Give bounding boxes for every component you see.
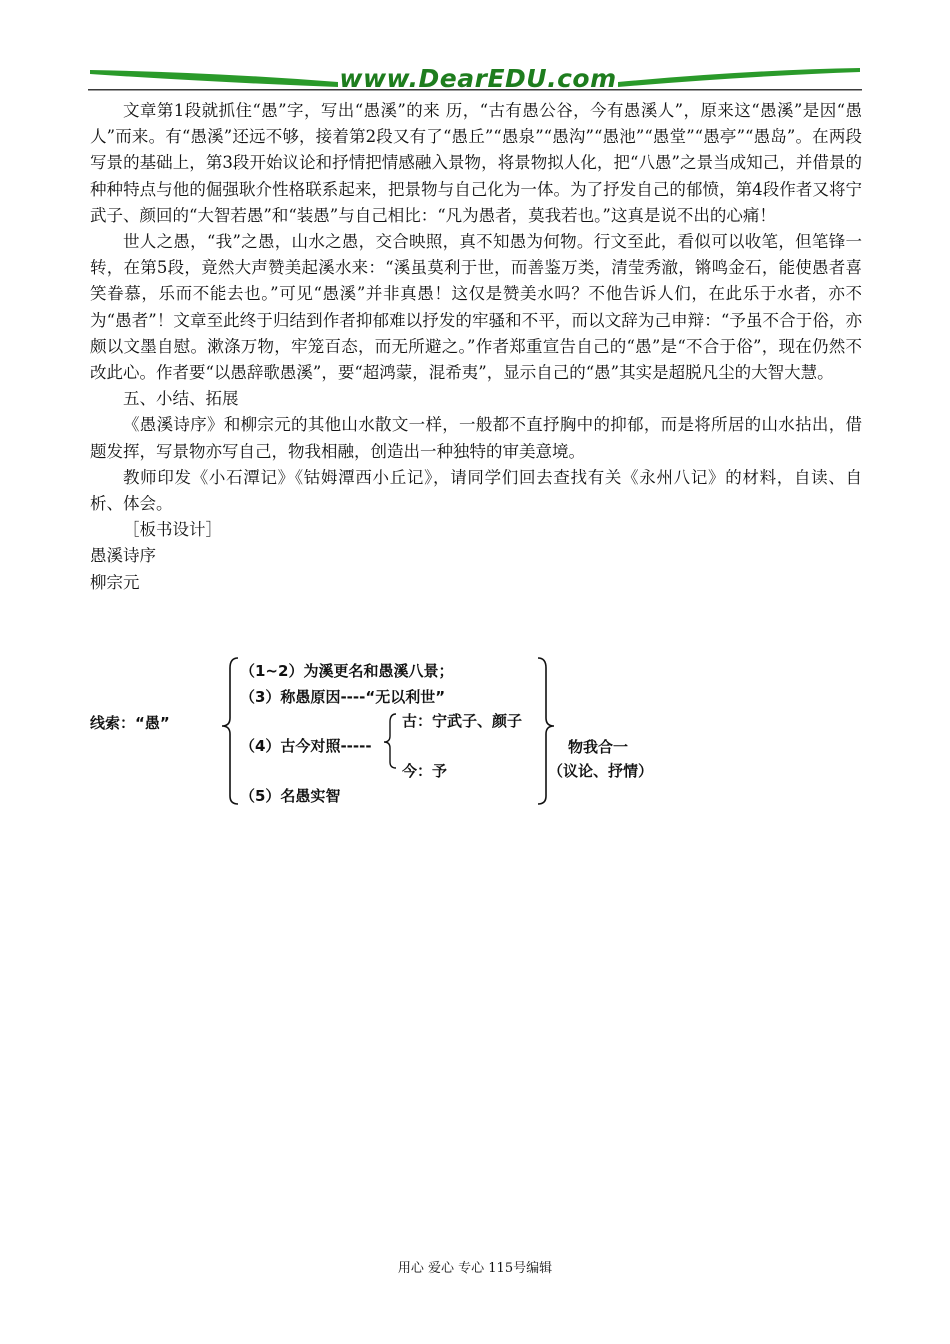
board-diagram (90, 652, 690, 812)
paragraph-1: 文章第1段就抓住“愚”字，写出“愚溪”的来 历，“古有愚公谷，今有愚溪人”，原来这“愚溪”是因“愚人”而来。有“愚溪”还远不够，接着第2段又有了“愚丘”“愚泉”“愚沟”“愚池”“愚堂”“愚亭”“愚岛”。在两段写景的基础上，第3段开始议论和抒情把情感融入景物，将景物拟人化，把“八愚”之景当成知己，并借景的种种特点与他的倔强耿介性格联系起来，把景物与自己化为一体。为了抒发自己的郁愤，第4段作者又将宁武子、颜回的“大智若愚”和“装愚”与自己相比：“凡为愚者，莫我若也。”这真是说不出的心痛！ (90, 101, 862, 225)
diagram-conclusion-note: （议论、抒情） (548, 762, 654, 780)
diagram-modern: 今：予 (402, 762, 448, 780)
section-heading: 五、小结、拓展 (123, 389, 239, 409)
diagram-item-1: （1~2）为溪更名和愚溪八景； (240, 662, 454, 680)
page-footer: 用心 爱心 专心 115号编辑 (397, 1261, 553, 1276)
paragraph-2: 世人之愚，“我”之愚，山水之愚，交合映照，真不知愚为何物。行文至此，看似可以收笔，但笔锋一转，在第5段，竟然大声赞美起溪水来：“溪虽莫利于世，而善鉴万类，清莹秀澈，锵鸣金石，能使愚者喜笑眷慕，乐而不能去也。”可见“愚溪”并非真愚！这仅是赞美水吗？不他告诉人们，在此乐于水者，亦不为“愚者”！文章至此终于归结到作者抑郁难以抒发的牢骚和不平，而以文辞为己申辩：“予虽不合于俗，亦颇以文墨自慰。漱涤万物，牢笼百态，而无所避之。”作者郑重宣告自己的“愚”是“不合于俗”，现在仍然不改此心。作者要“以愚辞歌愚溪”，要“超鸿蒙，混希夷”，显示自己的“愚”其实是超脱凡尘的大智大慧。 (90, 232, 862, 383)
diagram-conclusion: 物我合一 (568, 738, 629, 756)
diagram-ancient: 古：宁武子、颜子 (402, 712, 523, 730)
diagram-clue: 线索：“愚” (90, 714, 170, 732)
author-name: 柳宗元 (90, 572, 140, 592)
board-design-label: ［板书设计］ (123, 520, 222, 540)
paragraph-4: 教师印发《小石潭记》《钴姆潭西小丘记》，请同学们回去查找有关《永州八记》的材料，自读、自析、体会。 (90, 467, 862, 514)
diagram-item-3: （4）古今对照----- (240, 737, 372, 755)
paragraph-3: 《愚溪诗序》和柳宗元的其他山水散文一样，一般都不直抒胸中的抑郁，而是将所居的山水拈出，借题发挥，写景物亦写自己，物我相融，创造出一种独特的审美意境。 (90, 415, 862, 461)
diagram-item-4: （5）名愚实智 (240, 787, 341, 805)
poem-title: 愚溪诗序 (90, 546, 156, 566)
page-header (88, 62, 862, 98)
site-logo: www.DearEDU.com (339, 64, 617, 93)
diagram-item-2: （3）称愚原因----“无以利世” (240, 688, 446, 706)
article-body (90, 98, 862, 596)
